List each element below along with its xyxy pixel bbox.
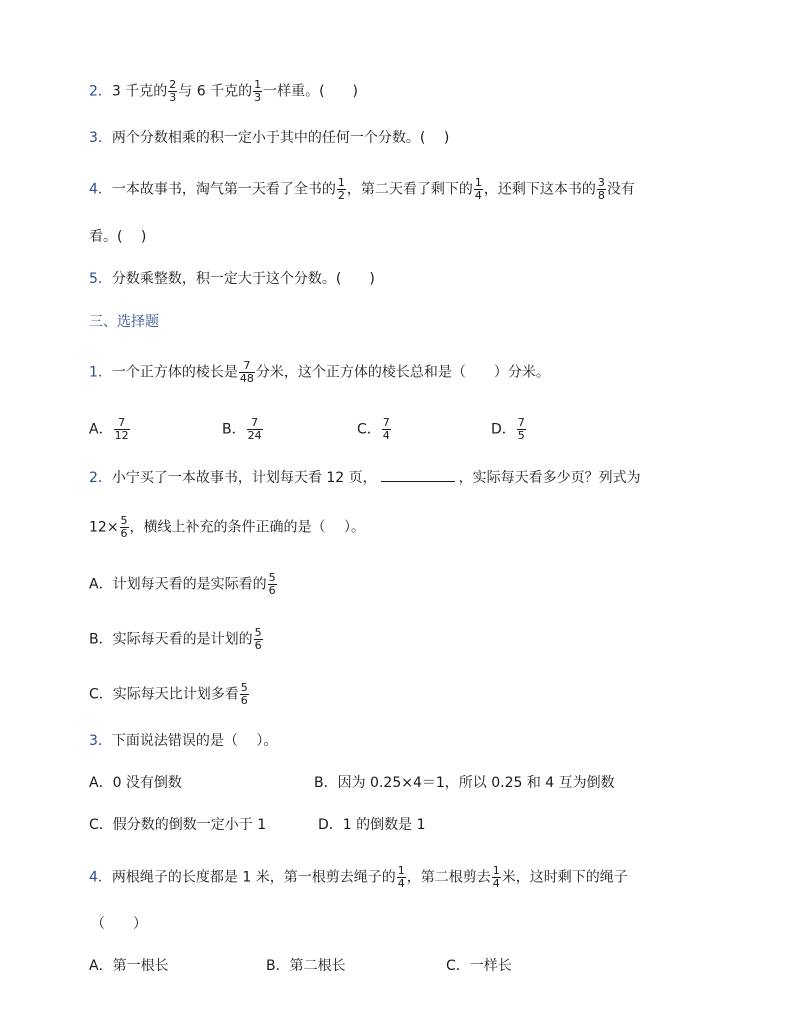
option-a[interactable]: A． $\frac{7}{12}$ xyxy=(89,416,129,442)
question-text: 分数乘整数，积一定大于这个分数。( ) xyxy=(111,271,375,287)
question-text: ，实际每天看多少页？列式为 xyxy=(458,470,641,486)
choice-question-2-cont xyxy=(89,515,365,540)
fraction: $\frac{7}{5}$ xyxy=(517,416,525,442)
option-b[interactable]: B．实际每天看的是计划的 $\frac{5}{6}$ xyxy=(89,626,262,652)
question-text: 两个分数相乘的积一定小于其中的任何一个分数。( ) xyxy=(111,130,450,146)
choice-question-1 xyxy=(89,360,550,385)
fraction: $\frac{1}{3}$ xyxy=(254,78,262,104)
question-text: 分米，这个正方体的棱长总和是（ ）分米。 xyxy=(255,364,550,381)
option-c[interactable]: C．一样长 xyxy=(446,958,512,974)
option-d[interactable]: D． $\frac{7}{5}$ xyxy=(491,416,525,442)
question-text: 看。( ) xyxy=(89,229,147,245)
option-b[interactable]: B．因为 0.25×4＝1，所以 0.25 和 4 互为倒数 xyxy=(314,775,615,791)
choice-question-3 xyxy=(89,731,277,751)
fraction: $\frac{5}{6}$ xyxy=(120,514,128,540)
question-text: 3 千克的 xyxy=(111,83,168,100)
question-text: 两根绳子的长度都是 1 米，第一根剪去绳子的 xyxy=(111,869,396,886)
option-c[interactable]: C．假分数的倒数一定小于 1 xyxy=(89,817,267,833)
option-a[interactable]: A．计划每天看的是实际看的 $\frac{5}{6}$ xyxy=(89,571,276,597)
question-text: 与 6 千克的 xyxy=(178,83,253,100)
fraction: $\frac{5}{6}$ xyxy=(254,626,262,652)
question-text: 下面说法错误的是（ ）。 xyxy=(111,733,278,749)
fraction: $\frac{7}{4}$ xyxy=(382,416,390,442)
option-d[interactable]: D．1 的倒数是 1 xyxy=(318,817,426,833)
question-number: 2． xyxy=(89,470,112,486)
question-number: 4． xyxy=(89,869,112,886)
question-text: ，还剩下这本书的 xyxy=(483,181,596,198)
fraction: $\frac{7}{24}$ xyxy=(247,416,262,442)
judge-question-4 xyxy=(89,177,635,202)
question-number: 3． xyxy=(89,733,112,749)
question-text: 一本故事书，淘气第一天看了全书的 xyxy=(111,181,336,198)
question-text: ，第二根剪去 xyxy=(406,869,491,886)
section-title: 三、选择题 xyxy=(89,314,159,330)
fraction: $\frac{2}{3}$ xyxy=(169,78,177,104)
choice-question-4 xyxy=(89,865,628,890)
fraction: $\frac{1}{4}$ xyxy=(492,864,500,890)
fraction: $\frac{5}{6}$ xyxy=(268,571,276,597)
question-number: 2． xyxy=(89,83,112,100)
fraction: $\frac{1}{4}$ xyxy=(474,176,482,202)
option-b[interactable]: B．第二根长 xyxy=(266,958,346,974)
question-number: 4． xyxy=(89,181,112,198)
question-text: 没有 xyxy=(606,181,635,198)
question-number: 3． xyxy=(89,130,112,146)
option-a[interactable]: A．第一根长 xyxy=(89,958,169,974)
judge-question-4-cont xyxy=(89,227,146,247)
answer-blank[interactable] xyxy=(381,467,455,482)
question-number: 5． xyxy=(89,271,112,287)
question-text: 12× xyxy=(89,519,119,536)
question-number: 1． xyxy=(89,364,112,381)
fraction: $\frac{7}{12}$ xyxy=(114,416,129,442)
judge-question-2 xyxy=(89,79,358,104)
question-text: 小宁买了一本故事书，计划每天看 12 页， xyxy=(111,470,377,486)
fraction: $\frac{1}{4}$ xyxy=(397,864,405,890)
fraction: $\frac{5}{6}$ xyxy=(240,681,248,707)
option-c[interactable]: C．实际每天比计划多看 $\frac{5}{6}$ xyxy=(89,681,248,707)
question-text: 一个正方体的棱长是 xyxy=(111,364,238,381)
question-text: ，横线上补充的条件正确的是（ ）。 xyxy=(129,519,365,536)
option-a[interactable]: A．0 没有倒数 xyxy=(89,775,182,791)
choice-question-2 xyxy=(89,467,641,488)
question-text: 一样重。( ) xyxy=(263,83,359,100)
option-b[interactable]: B． $\frac{7}{24}$ xyxy=(222,416,262,442)
option-c[interactable]: C． $\frac{7}{4}$ xyxy=(357,416,390,442)
judge-question-3 xyxy=(89,128,449,148)
question-text: ，第二天看了剩下的 xyxy=(346,181,473,198)
judge-question-5 xyxy=(89,269,375,289)
fraction: $\frac{1}{2}$ xyxy=(337,176,345,202)
answer-paren: （ ） xyxy=(91,916,147,932)
fraction: $\frac{7}{48}$ xyxy=(239,359,254,385)
question-text: 米，这时剩下的绳子 xyxy=(501,869,628,886)
fraction: $\frac{3}{8}$ xyxy=(597,176,605,202)
